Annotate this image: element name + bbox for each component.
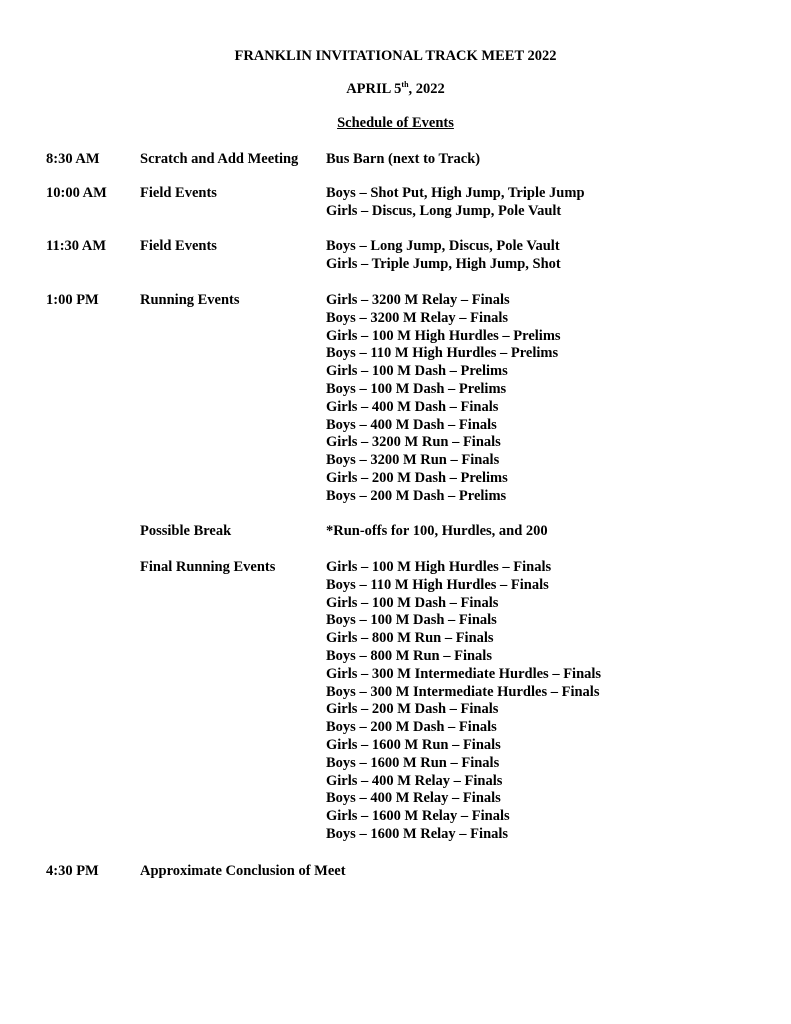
event-list [326,238,561,274]
meet-date-year: , 2022 [408,81,445,97]
meet-date-ordinal: th [401,80,409,90]
meet-date [0,80,791,98]
event-item: Boys – 110 M High Hurdles – Prelims [326,345,559,362]
event-item: Girls – 100 M Dash – Finals [326,594,499,611]
block-label: Field Events [140,238,217,254]
event-item: Boys – 3200 M Run – Finals [326,452,500,469]
event-item: Boys – 3200 M Relay – Finals [326,309,509,326]
block-label: Final Running Events [140,559,276,575]
document-title: FRANKLIN INVITATIONAL TRACK MEET 2022 [234,48,557,64]
event-item: Girls – Triple Jump, High Jump, Shot [326,255,561,272]
event-item: Boys – 1600 M Relay – Finals [326,825,509,842]
event-list [326,292,561,506]
block-label: Scratch and Add Meeting [140,151,299,167]
event-item: Boys – 400 M Dash – Finals [326,416,497,433]
event-item: Girls – 200 M Dash – Finals [326,701,499,718]
event-item: Boys – 300 M Intermediate Hurdles – Finals [326,683,600,700]
block-time: 11:30 AM [46,238,107,254]
block-label: Approximate Conclusion of Meet [140,863,346,879]
event-item: Boys – 100 M Dash – Finals [326,612,497,629]
event-list [326,559,601,844]
block-time: 4:30 PM [46,863,99,879]
event-item: Boys – 200 M Dash – Prelims [326,487,507,504]
event-item: Girls – 1600 M Relay – Finals [326,808,510,825]
event-item: Girls – 400 M Dash – Finals [326,398,499,415]
event-item: Girls – 400 M Relay – Finals [326,772,503,789]
block-time: 10:00 AM [46,185,107,201]
schedule-heading: Schedule of Events [337,115,454,131]
event-item: Boys – 110 M High Hurdles – Finals [326,576,549,593]
block-label: Possible Break [140,523,232,539]
block-time: 1:00 PM [46,292,99,308]
event-item: Girls – 800 M Run – Finals [326,630,494,647]
block-time: 8:30 AM [46,151,100,167]
event-item: *Run-offs for 100, Hurdles, and 200 [326,523,548,539]
event-item: Boys – 100 M Dash – Prelims [326,380,507,397]
event-item: Boys – 400 M Relay – Finals [326,790,501,807]
event-item: Girls – 3200 M Relay – Finals [326,292,510,308]
event-list [326,151,480,169]
event-item: Girls – 100 M High Hurdles – Finals [326,559,552,575]
event-item: Boys – 200 M Dash – Finals [326,719,497,736]
block-label: Running Events [140,292,240,308]
block-label: Field Events [140,185,217,201]
event-list [326,523,548,541]
event-list [326,185,585,221]
event-item: Boys – 1600 M Run – Finals [326,754,500,771]
event-item: Girls – 100 M High Hurdles – Prelims [326,327,561,344]
event-item: Girls – 3200 M Run – Finals [326,434,501,451]
event-item: Bus Barn (next to Track) [326,151,481,167]
event-item: Boys – Shot Put, High Jump, Triple Jump [326,185,585,201]
event-item: Boys – 800 M Run – Finals [326,647,492,664]
event-item: Girls – 100 M Dash – Prelims [326,363,508,380]
event-item: Girls – 200 M Dash – Prelims [326,469,508,486]
meet-date-prefix: APRIL 5 [346,81,402,97]
event-item: Girls – Discus, Long Jump, Pole Vault [326,202,562,219]
event-item: Girls – 1600 M Run – Finals [326,736,501,753]
event-item: Girls – 300 M Intermediate Hurdles – Finals [326,665,602,682]
event-item: Boys – Long Jump, Discus, Pole Vault [326,238,560,254]
